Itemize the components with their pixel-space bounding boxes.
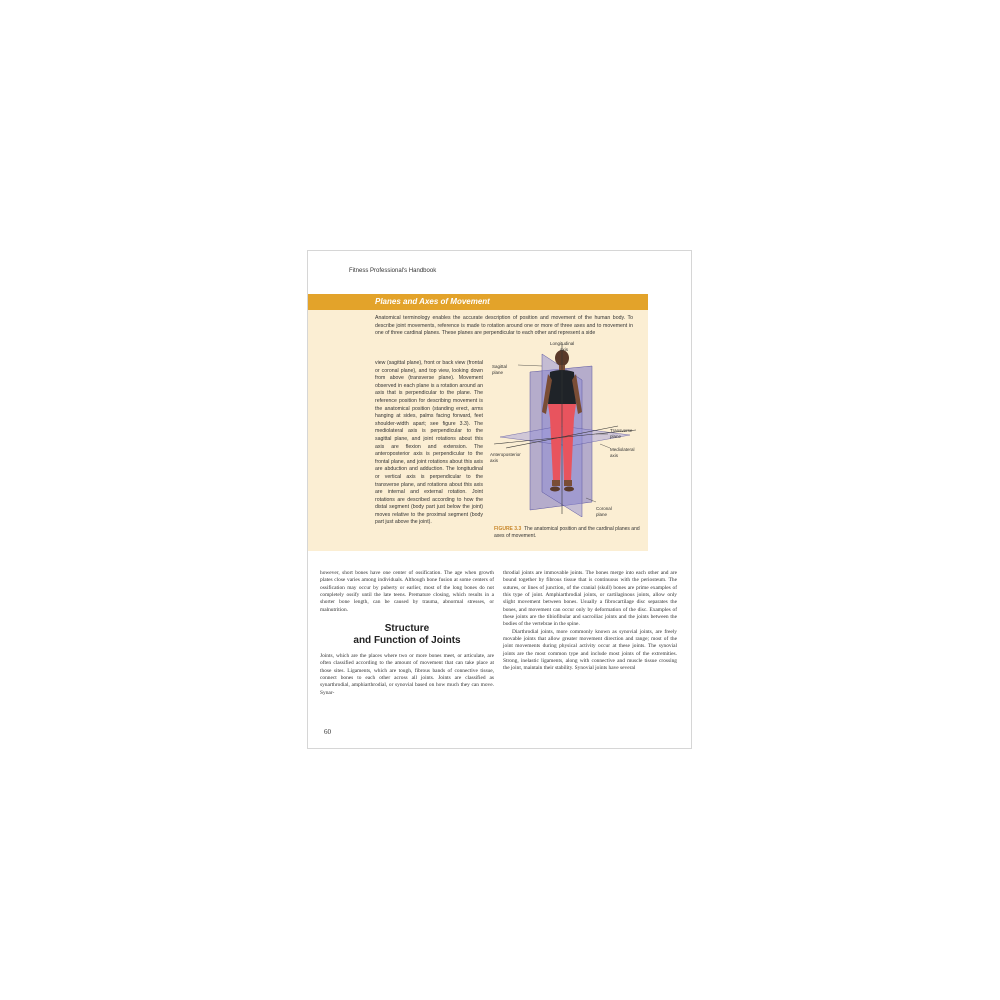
book-page: [307, 250, 692, 749]
figure-caption-text: The anatomical position and the cardinal planes and axes of movement.: [494, 526, 640, 539]
sidebar-title: Planes and Axes of Movement: [375, 297, 490, 306]
body-column-left: [320, 570, 494, 697]
label-longitudinal-axis: Longitudinal axis: [550, 341, 575, 352]
body-paragraph: however, short bones have one center of ossification. The age when growth plates close varies among individuals. Although bone fusion at some centers of ossification may occur by puberty or earlier, most of the long bones do not completely ossify until the late teens. Premature closing, which results in a shorter bone length, can be caused by trauma, abnormal stresses, or malnutrition.: [320, 570, 494, 613]
page-number: 60: [324, 728, 331, 736]
figure-caption: [494, 526, 644, 539]
label-anteroposterior-axis: Anteroposterior axis: [490, 452, 521, 463]
figure-number: FIGURE 3.3: [494, 526, 522, 532]
running-head: Fitness Professional's Handbook: [349, 268, 437, 274]
section-heading: Structure and Function of Joints: [353, 623, 461, 646]
sidebar-column-text: view (sagittal plane), front or back view (frontal or coronal plane), and top view, looking down from above (transverse plane). Movement observed in each plane is a rotation around an axis that is perpendicular to the plane. The reference position for describing movement is the anatomical position (standing erect, arms hanging at sides, palms facing forward, feet shoulder-width apart; see figure 3.3). The mediolateral axis is perpendicular to the sagittal plane, and joint rotations about this axis are flexion and extension. The anteroposterior axis is perpendicular to the frontal plane, and joint rotations about this axis are abduction and adduction. The longitudinal or vertical axis is perpendicular to the transverse plane, and rotations about this axis are internal and external rotation. Joint rotations are described according to how the distal segment (body part just below the joint) moves relative to the proximal segment (body part just above the joint).: [375, 360, 483, 526]
sidebar-title-band: [308, 294, 648, 310]
label-mediolateral-axis: Mediolateral axis: [610, 447, 635, 458]
figure-planes-axes: [490, 342, 640, 517]
body-paragraph: throdial joints are immovable joints. The bones merge into each other and are bound together by fibrous tissue that is continuous with the periosteum. The sutures, or lines of junction, of the cranial (skull) bones are prime examples of this type of joint. Amphiarthrodial joints, or cartilaginous joints, allow only slight movement between bones. Usually a fibrocartilage disc separates the bones, and movement can occur only by deformation of the disc. Examples of these joints are the tibiofibular and sacroiliac joints and the joints between the bodies of the vertebrae in the spine.: [503, 570, 677, 628]
label-transverse-plane: Transverse plane: [610, 428, 633, 439]
body-column-right: [503, 570, 677, 673]
sidebar-box: [308, 294, 648, 551]
label-coronal-plane: Coronal plane: [596, 506, 612, 517]
sidebar-intro-text: Anatomical terminology enables the accurate description of position and movement of the human body. To describe joint movements, reference is made to rotation around one or more of three axes and to movement in one of three cardinal planes. These planes are perpendicular to each other and represent a side: [375, 315, 633, 337]
body-paragraph: Joints, which are the places where two or more bones meet, or articulate, are often classified according to the amount of movement that can take place at those sites. Ligaments, which are tough, fibrous bands of connective tissue, connect bones to each other across all joints. Joints are classified as synarthrodial, amphiarthrodial, or synovial based on how much they can move. Synar-: [320, 653, 494, 696]
body-paragraph: Diarthrodial joints, more commonly known as synovial joints, are freely movable joints that allow greater movement direction and range; most of the joint movements during physical activity occur at these joints. The synovial joints are the most common type and include most joints of the extremities. Strong, inelastic ligaments, along with connective and muscle tissue crossing the joint, maintain their stability. Synovial joints have several: [503, 628, 677, 672]
label-sagittal-plane: Sagittal plane: [492, 364, 508, 375]
